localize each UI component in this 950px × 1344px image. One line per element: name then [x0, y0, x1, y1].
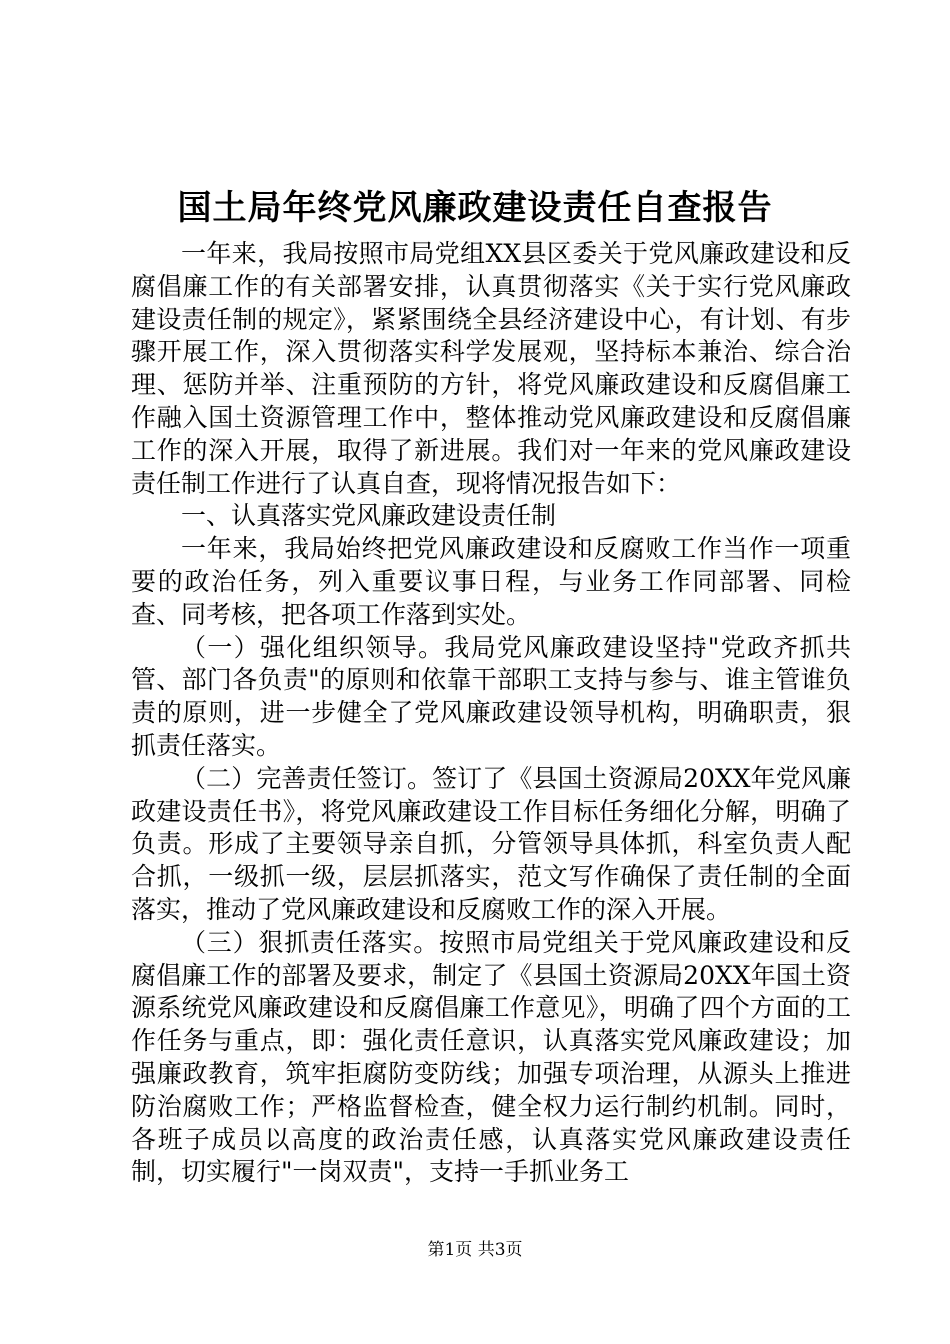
section-heading: 一、认真落实党风廉政建设责任制	[181, 501, 557, 531]
intro-paragraph: 一年来，我局按照市局党组XX县区委关于党风廉政建设和反腐倡廉工作的有关部署安排，认真贯彻落实《关于实行党风廉政建设责任制的规定》，紧紧围绕全县经济建设中心，有计划、有步骤开展工作，深入贯彻落实科学发展观，坚持标本兼治、综合治理、惩防并举、注重预防的方针，将党风廉政建设和反腐倡廉工作融入国土资源管理工作中，整体推动党风廉政建设和反腐倡廉工作的深入开展，取得了新进展。我们对一年来的党风廉政建设责任制工作进行了认真自查，现将情况报告如下：	[131, 239, 851, 498]
item-paragraph-2: （二）完善责任签订。签订了《县国土资源局20XX年党风廉政建设责任书》，将党风廉政建设工作目标任务细化分解，明确了负责。形成了主要领导亲自抓，分管领导具体抓，科室负责人配合抓，一级抓一级，层层抓落实，范文写作确保了责任制的全面落实，推动了党风廉政建设和反腐败工作的深入开展。	[131, 763, 851, 924]
item-paragraph-1: （一）强化组织领导。我局党风廉政建设坚持"党政齐抓共管、部门各负责"的原则和依靠干部职工支持与参与、谁主管谁负责的原则，进一步健全了党风廉政建设领导机构，明确职责，狠抓责任落实。	[131, 632, 851, 760]
document-title: 国土局年终党风廉政建设责任自查报告	[177, 188, 773, 228]
section-paragraph: 一年来，我局始终把党风廉政建设和反腐败工作当作一项重要的政治任务，列入重要议事日程，与业务工作同部署、同检查、同考核，把各项工作落到实处。	[131, 534, 851, 629]
item-paragraph-3: （三）狠抓责任落实。按照市局党组关于党风廉政建设和反腐倡廉工作的部署及要求，制定了《县国土资源局20XX年国土资源系统党风廉政建设和反腐倡廉工作意见》，明确了四个方面的工作任务与重点，即：强化责任意识，认真落实党风廉政建设；加强廉政教育，筑牢拒腐防变防线；加强专项治理，从源头上推进防治腐败工作；严格监督检查，健全权力运行制约机制。同时，各班子成员以高度的政治责任感，认真落实党风廉政建设责任制，切实履行"一岗双责"，支持一手抓业务工	[131, 927, 851, 1187]
page-footer: 第1页 共3页	[427, 1240, 523, 1260]
document-body	[131, 238, 851, 1189]
